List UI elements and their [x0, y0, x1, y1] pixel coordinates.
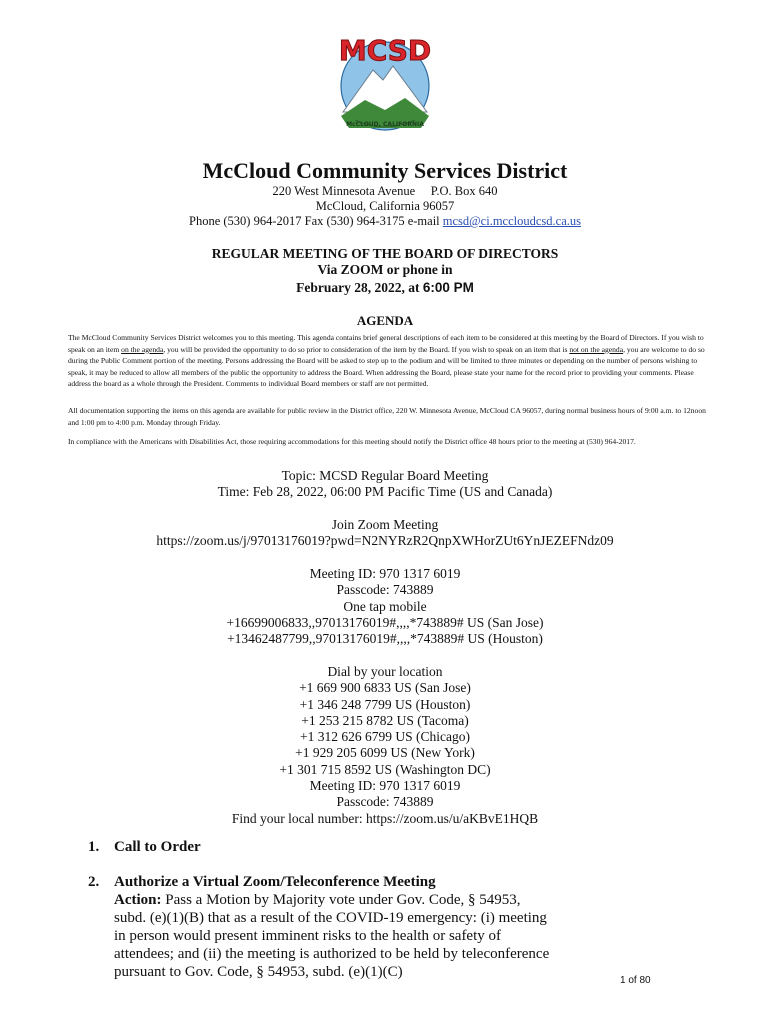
welcome-text-b: , you will be provided the opportunity to do so prior to consideration of the item by the Board. If you wish to speak on an item that is [163, 344, 570, 354]
zoom-topic: Topic: MCSD Regular Board Meeting [281, 468, 489, 483]
logo-text: MCSD [338, 34, 432, 67]
zoom-dial-block [0, 664, 770, 827]
zoom-passcode-2: Passcode: 743889 [336, 794, 434, 810]
action-label: Action: [114, 892, 162, 908]
welcome-text-c: , you are welcome to do so during the Public Comment portion of the meeting. Persons addressing the Board will be asked to step up to the podium and will be limited to three minutes or depending on the number of persons wishing to speak, it may be reduced to allow all members of the public the opportunity to address the Board. When addressing the Board, please state your name for the record prior to providing your comments. Please address the board as a whole through the President. Comments to individual Board members or staff are not permitted. [68, 344, 705, 388]
page-number: 1 of 80 [620, 975, 651, 986]
zoom-join-url[interactable]: https://zoom.us/j/97013176019?pwd=N2NYRzR2QnpXWHorZUt6YnJEZEFNdz09 [156, 533, 614, 549]
zoom-credentials-block [0, 566, 770, 647]
agenda-item-action [114, 891, 554, 981]
address-line-2: McCloud, California 96057 [315, 199, 455, 213]
agenda-item-content [114, 873, 554, 981]
email-link[interactable]: mcsd@ci.mccloudcsd.ca.us [442, 214, 581, 228]
agenda-item-number: 1. [88, 839, 100, 855]
welcome-paragraph [68, 332, 708, 390]
zoom-local-number[interactable]: Find your local number: https://zoom.us/u/aKBvE1HQB [231, 810, 539, 826]
zoom-tap-2: +13462487799,,97013176019#,,,,*743889# US (Houston) [227, 631, 543, 647]
meeting-date-text: February 28, 2022, at [296, 280, 423, 295]
phone-fax: Phone (530) 964-2017 Fax (530) 964-3175 e-mail [189, 214, 443, 228]
zoom-join-label: Join Zoom Meeting [331, 517, 439, 532]
welcome-text-a: The McCloud Community Services District welcomes you to this meeting. This agenda contains brief general descriptions of each item to be considered at this meeting by the Board of Directors. If you wish to speak on an item [68, 333, 704, 354]
zoom-passcode: Passcode: 743889 [336, 582, 434, 598]
zoom-meeting-id: Meeting ID: 970 1317 6019 [309, 566, 461, 581]
contact-line [0, 214, 770, 229]
mcsd-logo [325, 30, 445, 138]
agenda-item-title: Call to Order [114, 839, 201, 855]
zoom-dial-5: +1 929 205 6099 US (New York) [295, 745, 475, 761]
zoom-one-tap-label: One tap mobile [343, 598, 427, 614]
zoom-dial-1: +1 669 900 6833 US (San Jose) [299, 680, 471, 696]
agenda-item-number: 2. [88, 874, 100, 890]
meeting-date [0, 280, 770, 296]
meeting-mode: Via ZOOM or phone in [317, 262, 453, 277]
welcome-underline-2: not on the agenda [569, 344, 624, 354]
zoom-topic-block [0, 468, 770, 501]
ada-paragraph: In compliance with the Americans with Disabilities Act, those requiring accommodations for this meeting should notify the District office 48 hours prior to the meeting at (530) 964-2017. [68, 437, 636, 446]
zoom-dial-3: +1 253 215 8782 US (Tacoma) [301, 712, 469, 728]
agenda-item-title: Authorize a Virtual Zoom/Teleconference Meeting [114, 874, 436, 890]
zoom-dial-4: +1 312 626 6799 US (Chicago) [300, 729, 470, 745]
documentation-paragraph: All documentation supporting the items on this agenda are available for public review in the District office, 220 W. Minnesota Avenue, McCloud CA 96057, during normal business hours of 9:00 a.m. to 12noon and 1:00 pm to 4:00 p.m. Monday through Friday. [68, 406, 706, 427]
zoom-time: Time: Feb 28, 2022, 06:00 PM Pacific Time (US and Canada) [217, 484, 553, 500]
agenda-heading: AGENDA [356, 313, 414, 328]
org-name: McCloud Community Services District [202, 158, 568, 183]
zoom-dial-label: Dial by your location [327, 664, 443, 679]
welcome-underline-1: on the agenda [121, 344, 164, 354]
meeting-time: 6:00 PM [422, 280, 474, 295]
meeting-title: REGULAR MEETING OF THE BOARD OF DIRECTORS [211, 246, 559, 261]
zoom-tap-1: +16699006833,,97013176019#,,,,*743889# US (San Jose) [226, 614, 544, 630]
address-line-1: 220 West Minnesota Avenue P.O. Box 640 [272, 184, 498, 198]
zoom-join-block [0, 517, 770, 550]
zoom-meeting-id-2: Meeting ID: 970 1317 6019 [309, 778, 461, 794]
zoom-dial-6: +1 301 715 8592 US (Washington DC) [279, 761, 491, 777]
zoom-dial-2: +1 346 248 7799 US (Houston) [299, 696, 471, 712]
logo-subtext: McCLOUD, CALIFORNIA [346, 121, 424, 128]
action-text: Pass a Motion by Majority vote under Gov. Code, § 54953, subd. (e)(1)(B) that as a result of the COVID-19 emergency: (i) meeting in person would present imminent risks to the health or safety of attendees; and (ii) the meeting is authorized to be held by teleconference pursuant to Gov. Code, § 54953, subd. (e)(1)(C) [114, 892, 550, 980]
